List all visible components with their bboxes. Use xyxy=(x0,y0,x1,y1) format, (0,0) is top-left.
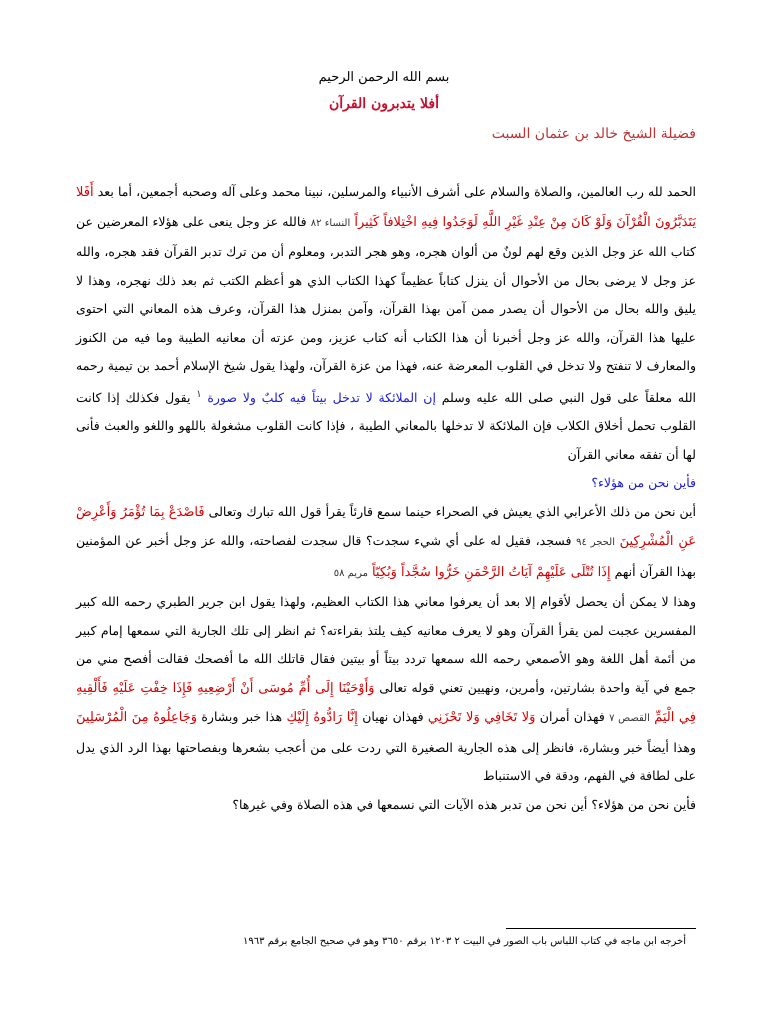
paragraph-text: فالله عز وجل ينعى على هؤلاء المعرضين عن كتاب الله عز وجل الذين وقع لهم لونٌ من ألوان هجره، وهو هجر التدبر، ومعلوم أن من ترك تدبر القرآن فقد هجره، والله عز وجل لا يرضى بحال من الأحوال أن ينزل كتاباً عظيماً كهذا الكتاب الذي هو أعظم الكتب ثم بعد ذلك نهجره، وهذا لا يليق والله بحال من الأحوال أن يصدر ممن آمن بهذا القرآن، وآمن بمنزل هذا القرآن، وعرف هذه المعاني التي احتوى عليها هذا القرآن، والله عز وجل أخبرنا أن هذا الكتاب أنه كتاب عزيز، ومن عزته أن معانيه الطيبة وما فيه من الكنوز والمعارف لا تنفتح ولا تدخل في القلوب المعرضة عنه، فهذا من عزة القرآن، ولهذا يقول شيخ الإسلام أحمد بن تيمية رحمه الله معلقاً على قول النبي صلى الله عليه وسلم xyxy=(76,213,696,405)
footnote: أخرجه ابن ماجه في كتاب اللباس باب الصور في البيت ٢ ١٢٠٣ برقم ٣٦٥٠ وهو في صحيح الجامع برقم ١٩٦٣ xyxy=(243,936,686,947)
author-line: فضيلة الشيخ خالد بن عثمان السبت xyxy=(491,126,696,142)
body-text xyxy=(76,178,696,819)
quran-verse-hijr: فَاصْدَعْ بِمَا تُؤْمَرُ وَأَعْرِضْ عَنِ الْمُشْرِكِينَ xyxy=(76,504,696,550)
quran-verse-fragment: وَلا تَخَافِي وَلا تَحْزَنِي xyxy=(427,710,536,726)
quran-verse-nisa: أَفَلا يَتَدَبَّرُونَ الْقُرْآنَ وَلَوْ كَانَ مِنْ عِنْدِ غَيْرِ اللَّهِ لَوَجَدُوا فِيهِ اخْتِلافاً كَثِيراً xyxy=(76,185,696,230)
paragraph-text: هذا خبر وبشارة xyxy=(201,709,283,725)
document-title: أفلا يتدبرون القرآن xyxy=(329,96,439,112)
footnote-marker[interactable]: ١ xyxy=(196,388,202,400)
quran-verse-maryam: إِذَا تُتْلَى عَلَيْهِمْ آيَاتُ الرَّحْمَنِ خَرُّوا سُجَّداً وَبُكِيّاً xyxy=(371,564,611,580)
quran-verse-fragment: إِنَّا رَادُّوهُ إِلَيْكِ xyxy=(286,710,358,726)
paragraph-text: وهذا لا يمكن أن يحصل لأقوام إلا بعد أن يعرفوا معاني هذا الكتاب العظيم، ولهذا يقول ابن جرير الطبري رحمه الله كبير المفسرين عجبت لمن يقرأ القرآن وهو لا يعرف معانيه كيف يلتذ بقراءته؟ ثم انظر إلى تلك الجارية التي سمعها إمام كبير من أئمة أهل اللغة وهو الأصمعي رحمه الله سمعها تردد بيتاً أو بيتين فقال قاتلك الله ما أفصحك فقالت أفصح مني من جمع في آية واحدة بشارتين، وأمرين، ونهيين تعني قوله تعالى xyxy=(76,594,696,695)
question-heading: فأين نحن من هؤلاء؟ xyxy=(591,475,696,491)
quran-verse-fragment: وَجَاعِلُوهُ مِنَ الْمُرْسَلِينَ xyxy=(76,710,198,726)
verse-reference: الحجر ٩٤ xyxy=(576,537,615,549)
paragraph-opening xyxy=(76,178,696,469)
verse-reference: القصص ٧ xyxy=(609,713,650,725)
verse-reference: النساء ٨٢ xyxy=(310,217,351,229)
closing-question: فأين نحن من هؤلاء؟ أين نحن من تدبر هذه الآيات التي نسمعها في هذه الصلاة وفي غيرها؟ xyxy=(232,796,696,812)
hadith-quote: إن الملائكة لا تدخل بيتاً فيه كلبٌ ولا صورة xyxy=(207,389,436,405)
basmala: بسم الله الرحمن الرحيم xyxy=(318,70,450,85)
paragraph-text: فهذان أمران xyxy=(539,709,605,725)
paragraph-text: فسجد، فقيل له على أي شيء سجدت؟ قال سجدت لفصاحته، والله عز وجل أخبر عن المؤمنين بهذا القرآن أنهم xyxy=(76,533,696,579)
paragraph-text: يقول فكذلك إذا كانت القلوب تحمل أخلاق الكلاب فإن الملائكة لا تدخلها بالمعاني الطيبة ، فإذا كانت القلوب مشغولة باللهو واللغو والعبث فأنى لها أن تفقه معاني القرآن xyxy=(76,389,696,462)
paragraph-text: فهذان نهيان xyxy=(362,709,424,725)
verse-reference: مريم ٥٨ xyxy=(333,567,368,579)
paragraph-text: أين نحن من ذلك الأعرابي الذي يعيش في الصحراء حينما سمع قارئاً يقرأ قول الله تبارك وتعالى xyxy=(208,503,696,519)
opening-text: الحمد لله رب العالمين، والصلاة والسلام على أشرف الأنبياء والمرسلين، نبينا محمد وعلى آله وصحبه أجمعين، أما بعد xyxy=(97,184,696,199)
footnote-divider xyxy=(506,928,696,929)
quran-verse-qasas: وَأَوْحَيْنَا إِلَى أُمِّ مُوسَى أَنْ أَرْضِعِيهِ فَإِذَا خِفْتِ عَلَيْهِ فَأَلْقِيهِ فِي الْيَمِّ xyxy=(76,680,696,726)
paragraph-text: وهذا أيضاً خبر وبشارة، فانظر إلى هذه الجارية الصغيرة التي ردت على من أعجب بشعرها وبفصاحتها بهذا الرد الذي يدل على لطافة في الفهم، ودقة في الاستنباط xyxy=(76,739,696,784)
paragraph-jariya xyxy=(76,588,696,791)
paragraph-arab xyxy=(76,498,696,589)
